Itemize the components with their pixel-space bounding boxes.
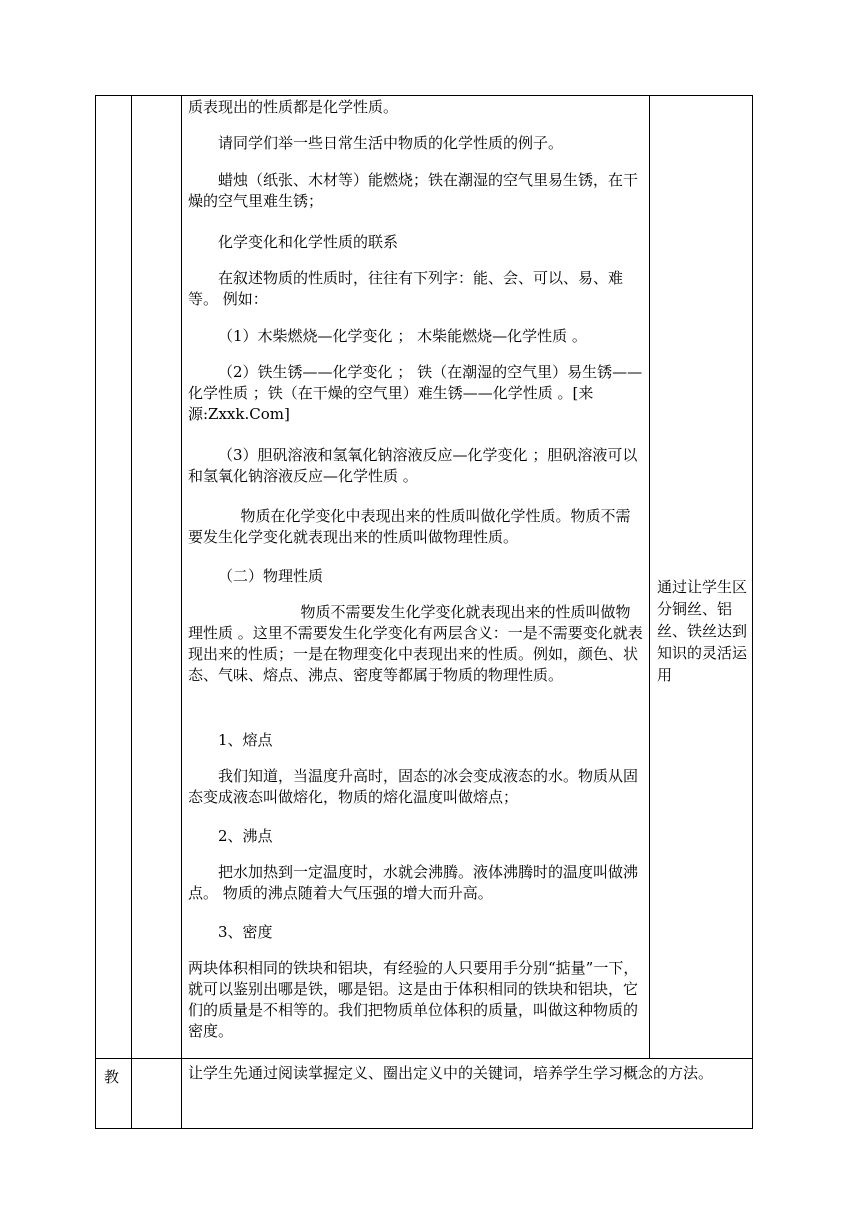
table-border-left [95, 95, 96, 1129]
paragraph-7: （2）铁生锈——化学变化 ； 铁（在潮湿的空气里）易生锈——化学性质 ；铁（在干燥的空气里）难生锈——化学性质 。[来源:Zxxk.Com] [188, 363, 643, 423]
row2-text: 让学生先通过阅读掌握定义、圈出定义中的关键词，培养学生学习概念的方法。 [188, 1064, 714, 1082]
paragraph-6: （1）木柴燃烧—化学变化 ； 木柴能燃烧—化学性质 。 [218, 327, 587, 345]
paragraph-1: 质表现出的性质都是化学性质。 [188, 98, 399, 116]
paragraph-9: 物质在化学变化中表现出来的性质叫做化学性质。物质不需要发生化学变化就表现出来的性质叫做物理性质。 [188, 507, 631, 546]
paragraph-13: 我们知道，当温度升高时，固态的冰会变成液态的水。物质从固态变成液态叫做熔化，物质的熔化温度叫做熔点； [188, 767, 639, 806]
note-cell [657, 0, 747, 1058]
paragraph-8: （3）胆矾溶液和氢氧化钠溶液反应—化学变化 ；胆矾溶液可以和氢氧化钠溶液反应—化学性质 。 [188, 446, 638, 485]
paragraph-4: 化学变化和化学性质的联系 [218, 233, 399, 251]
table-column-divider-3 [649, 95, 650, 1059]
main-content-cell [188, 0, 644, 1058]
paragraph-11: 物质不需要发生化学变化就表现出来的性质叫做物理性质 。这里不需要发生化学变化有两层含义：一是不需要变化就表现出来的性质；一是在物理变化中表现出来的性质。例如，颜色、状态、气味、熔点、沸点、密度等都属于物质的物理性质。 [188, 603, 643, 684]
paragraph-12: 1、熔点 [218, 731, 273, 749]
paragraph-16: 3、密度 [218, 923, 273, 941]
table-border-right [752, 95, 753, 1129]
paragraph-14: 2、沸点 [218, 827, 273, 845]
table-row-divider [95, 1058, 753, 1059]
note-text: 通过让学生区分铜丝、铝丝、铁丝达到知识的灵活运用 [657, 578, 748, 684]
row-label: 教 [104, 1068, 120, 1086]
paragraph-5: 在叙述物质的性质时，往往有下列字：能、会、可以、易、难等。 例如： [188, 269, 624, 308]
paragraph-2: 请同学们举一些日常生活中物质的化学性质的例子。 [218, 134, 564, 152]
table-column-divider-2 [181, 95, 182, 1129]
table-column-divider-1 [131, 95, 132, 1129]
paragraph-3: 蜡烛（纸张、木材等）能燃烧；铁在潮湿的空气里易生锈，在干燥的空气里难生锈； [188, 171, 639, 210]
paragraph-15: 把水加热到一定温度时，水就会沸腾。液体沸腾时的温度叫做沸点。 物质的沸点随着大气压强的增大而升高。 [188, 863, 639, 902]
paragraph-17: 两块体积相同的铁块和铝块，有经验的人只要用手分别“掂量”一下，就可以鉴别出哪是铁，哪是铝。这是由于体积相同的铁块和铝块，它们的质量是不相等的。我们把物质单位体积的质量，叫做这种物质的密度。 [188, 959, 639, 1040]
table-border-bottom [95, 1128, 753, 1129]
paragraph-10: （二）物理性质 [218, 567, 324, 585]
